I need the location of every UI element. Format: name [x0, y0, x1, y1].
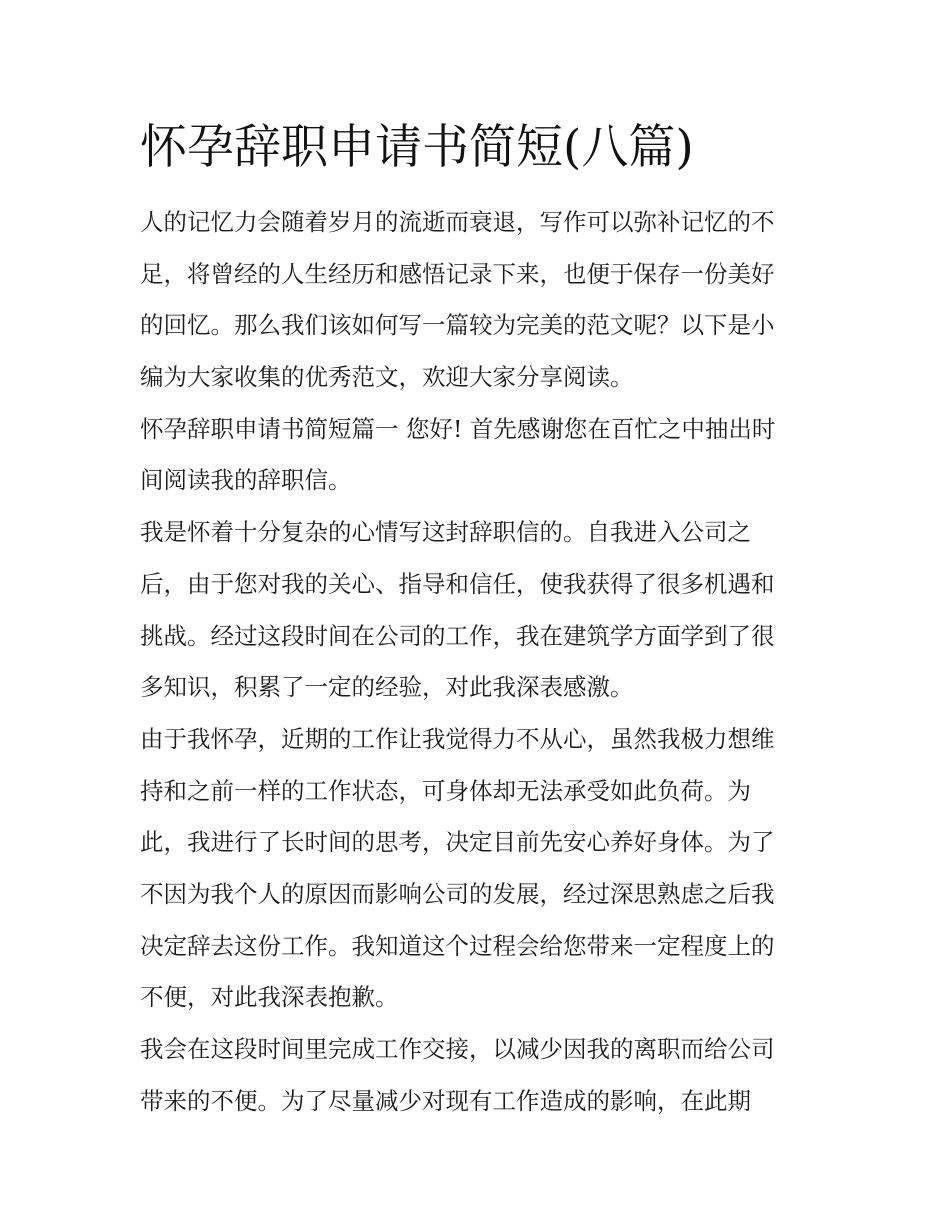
text-line: 决定辞去这份工作。我知道这个过程会给您带来一定程度上的: [140, 931, 775, 960]
text-line: 间阅读我的辞职信。: [140, 466, 352, 495]
text-line: 编为大家收集的优秀范文，欢迎大家分享阅读。: [140, 363, 634, 392]
text-line: 多知识，积累了一定的经验，对此我深表感激。: [140, 673, 634, 702]
page-title: 怀孕辞职申请书简短(八篇): [140, 120, 694, 175]
text-line: 此，我进行了长时间的思考，决定目前先安心养好身体。为了: [140, 828, 775, 857]
text-line: 后，由于您对我的关心、指导和信任，使我获得了很多机遇和: [140, 569, 775, 598]
text-line: 挑战。经过这段时间在公司的工作，我在建筑学方面学到了很: [140, 621, 775, 650]
text-line: 我会在这段时间里完成工作交接，以减少因我的离职而给公司: [140, 1035, 775, 1063]
text-line: 的回忆。那么我们该如何写一篇较为完美的范文呢？以下是小: [140, 311, 775, 340]
text-line: 怀孕辞职申请书简短篇一 您好! 首先感谢您在百忙之中抽出时: [140, 414, 776, 443]
text-line: 不便，对此我深表抱歉。: [140, 983, 399, 1012]
text-line: 我是怀着十分复杂的心情写这封辞职信的。自我进入公司之: [140, 518, 751, 547]
text-line: 由于我怀孕，近期的工作让我觉得力不从心，虽然我极力想维: [140, 724, 775, 753]
document-body: [140, 197, 820, 1127]
text-line: 持和之前一样的工作状态，可身体却无法承受如此负荷。为: [140, 776, 751, 805]
text-line: 带来的不便。为了尽量减少对现有工作造成的影响，在此期: [140, 1086, 751, 1115]
text-line: 足，将曾经的人生经历和感悟记录下来，也便于保存一份美好: [140, 259, 775, 288]
text-line: 不因为我个人的原因而影响公司的发展，经过深思熟虑之后我: [140, 879, 775, 908]
text-line: 人的记忆力会随着岁月的流逝而衰退，写作可以弥补记忆的不: [140, 208, 775, 236]
